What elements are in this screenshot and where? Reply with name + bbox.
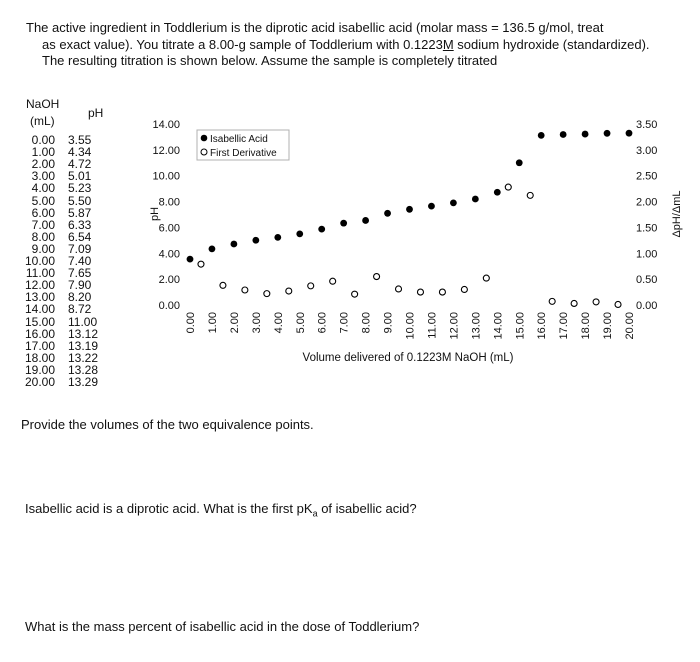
naoh-volume-cell: 13.00 — [24, 290, 55, 305]
ph-data-point — [209, 245, 216, 252]
ph-data-point — [472, 196, 479, 203]
ph-cell: 7.65 — [68, 266, 92, 281]
legend-label-first-derivative: First Derivative — [210, 148, 277, 159]
ph-cell: 8.20 — [68, 290, 92, 305]
derivative-data-point — [439, 289, 445, 295]
x-tick-label: 7.00 — [338, 312, 351, 334]
ph-data-point — [296, 230, 303, 237]
derivative-data-point — [461, 286, 467, 292]
ph-data-point — [340, 220, 347, 227]
x-tick-label: 20.00 — [624, 312, 636, 340]
x-tick-label: 18.00 — [580, 312, 593, 340]
naoh-volume-cell: 16.00 — [24, 326, 55, 341]
intro-line-2-b: sodium hydroxide (standardized). — [453, 36, 650, 52]
ph-cell: 13.22 — [68, 350, 99, 365]
naoh-volume-cell: 4.00 — [31, 181, 55, 196]
ph-cell: 7.90 — [68, 278, 92, 293]
y2-tick-label: 3.00 — [636, 144, 658, 157]
derivative-data-point — [286, 288, 292, 294]
question-first-pka-end: of isabellic acid? — [317, 501, 417, 516]
ph-cell: 13.12 — [68, 326, 99, 341]
ph-cell: 4.34 — [68, 145, 92, 160]
y-tick-label: 8.00 — [158, 196, 180, 209]
y2-tick-label: 3.50 — [636, 119, 658, 131]
naoh-volume-cell: 9.00 — [31, 241, 55, 256]
naoh-volume-cell: 14.00 — [24, 302, 55, 317]
ph-cell: 3.55 — [68, 133, 92, 147]
ph-data-point — [187, 256, 194, 263]
ph-data-point — [252, 237, 259, 244]
ph-data-point — [604, 130, 611, 137]
y2-tick-label: 1.50 — [636, 222, 658, 235]
derivative-data-point — [505, 184, 511, 190]
ph-header: pH — [88, 106, 104, 120]
y-tick-label: 14.00 — [152, 119, 180, 131]
derivative-data-point — [308, 283, 314, 289]
ph-cell: 11.00 — [68, 314, 98, 329]
ph-data-point — [560, 131, 567, 138]
ph-cell: 13.19 — [68, 338, 99, 353]
derivative-data-point — [571, 300, 577, 306]
ph-data-point — [274, 234, 281, 241]
y2-tick-label: 0.50 — [636, 274, 658, 287]
ph-data-point — [626, 130, 633, 137]
y-tick-label: 0.00 — [158, 300, 180, 312]
ph-cell: 4.72 — [68, 157, 92, 172]
x-tick-label: 16.00 — [536, 312, 549, 340]
ph-data-point — [582, 131, 589, 138]
x-tick-label: 10.00 — [404, 312, 417, 340]
question-first-pka-text: Isabellic acid is a diprotic acid. What is the first pK — [25, 501, 313, 516]
naoh-header: NaOH — [26, 97, 60, 111]
x-tick-label: 3.00 — [250, 312, 263, 334]
ph-data-point — [231, 241, 238, 248]
intro-line-3: The resulting titration is shown below. Assume the sample is completely titrated — [42, 53, 498, 68]
ph-data-point — [494, 189, 501, 196]
question-mass-percent: What is the mass percent of isabellic acid in the dose of Toddlerium? — [25, 619, 420, 634]
x-tick-label: 9.00 — [382, 312, 395, 334]
ph-cell: 5.87 — [68, 205, 92, 220]
ph-cell: 7.09 — [68, 241, 92, 256]
molarity-unit: M — [442, 36, 454, 52]
ph-cell: 6.33 — [68, 217, 92, 232]
x-axis-title: Volume delivered of 0.1223M NaOH (mL) — [302, 352, 514, 364]
derivative-data-point — [242, 287, 248, 293]
y-tick-label: 4.00 — [158, 248, 180, 261]
pka-subscript: a — [312, 508, 318, 519]
ph-data-point — [318, 226, 325, 233]
ph-data-point — [384, 210, 391, 217]
ph-cell: 5.23 — [68, 181, 92, 196]
x-tick-label: 11.00 — [426, 312, 439, 339]
ph-cell: 13.29 — [68, 375, 99, 389]
x-tick-label: 17.00 — [558, 312, 571, 340]
y-axis-title: pH — [149, 206, 161, 222]
x-tick-label: 13.00 — [470, 312, 483, 340]
x-tick-label: 0.00 — [185, 312, 197, 334]
derivative-data-point — [527, 192, 533, 198]
x-tick-label: 19.00 — [602, 312, 615, 340]
y2-axis-title: ΔpH/ΔmL — [671, 190, 683, 238]
x-tick-label: 1.00 — [206, 312, 219, 334]
derivative-data-point — [549, 298, 555, 304]
intro-line-1: The active ingredient in Toddlerium is the diprotic acid isabellic acid (molar mass = 136.5 g/mol, treat — [26, 20, 604, 35]
naoh-volume-cell: 7.00 — [31, 217, 55, 232]
naoh-volume-cell: 19.00 — [24, 362, 55, 377]
ph-cell: 13.28 — [68, 362, 99, 377]
x-tick-label: 15.00 — [514, 312, 527, 340]
naoh-volume-cell: 0.00 — [31, 133, 55, 147]
naoh-volume-cell: 18.00 — [24, 350, 55, 365]
y-tick-label: 6.00 — [158, 222, 180, 235]
x-tick-label: 4.00 — [272, 312, 285, 334]
x-tick-label: 14.00 — [492, 312, 505, 340]
question-equivalence-points: Provide the volumes of the two equivalence points. — [21, 417, 314, 432]
ph-data-point — [406, 206, 413, 213]
naoh-volume-cell: 10.00 — [24, 254, 55, 268]
naoh-volume-cell: 8.00 — [31, 229, 55, 244]
x-tick-label: 12.00 — [448, 312, 461, 340]
derivative-data-point — [396, 286, 402, 292]
y2-tick-label: 2.00 — [636, 196, 658, 209]
y-tick-label: 12.00 — [152, 144, 180, 157]
derivative-data-point — [593, 299, 599, 305]
x-tick-label: 2.00 — [228, 312, 241, 334]
y2-tick-label: 0.00 — [636, 300, 658, 312]
naoh-volume-cell: 1.00 — [31, 145, 55, 160]
naoh-volume-cell: 2.00 — [31, 157, 55, 172]
naoh-volume-cell: 5.00 — [31, 193, 55, 208]
derivative-data-point — [352, 291, 358, 297]
y2-tick-label: 1.00 — [636, 248, 658, 261]
naoh-volume-cell: 12.00 — [24, 278, 55, 293]
derivative-data-point — [220, 282, 226, 288]
legend-marker-isabellic-acid — [201, 135, 208, 142]
derivative-data-point — [198, 261, 204, 267]
derivative-data-point — [264, 291, 270, 297]
naoh-volume-cell: 6.00 — [31, 205, 55, 220]
x-tick-label: 6.00 — [316, 312, 329, 334]
ph-cell: 8.72 — [68, 302, 92, 317]
ph-cell: 5.50 — [68, 193, 92, 208]
derivative-data-point — [374, 274, 380, 280]
ph-cell: 5.01 — [68, 169, 92, 184]
ph-data-point — [428, 203, 435, 210]
derivative-data-point — [330, 278, 336, 284]
naoh-volume-cell: 3.00 — [31, 169, 55, 184]
x-tick-label: 5.00 — [294, 312, 307, 334]
question-first-pka — [25, 501, 417, 519]
y-tick-label: 10.00 — [152, 170, 180, 183]
ph-cell: 6.54 — [68, 229, 92, 244]
naoh-unit-header: (mL) — [30, 114, 55, 128]
x-tick-label: 8.00 — [360, 312, 373, 334]
ph-data-point — [450, 199, 457, 206]
intro-line-2-a: as exact value). You titrate a 8.00-g sample of Toddlerium with 0.1223 — [42, 36, 443, 52]
ph-data-point — [538, 132, 545, 139]
ph-cell: 7.40 — [68, 254, 92, 268]
ph-data-point — [362, 217, 369, 224]
naoh-volume-cell: 11.00 — [25, 266, 55, 281]
ph-data-point — [516, 159, 523, 166]
derivative-data-point — [615, 301, 621, 307]
derivative-data-point — [417, 289, 423, 295]
derivative-data-point — [483, 275, 489, 281]
y-tick-label: 2.00 — [158, 274, 180, 287]
y2-tick-label: 2.50 — [636, 170, 658, 183]
naoh-volume-cell: 15.00 — [24, 314, 55, 329]
legend-marker-first-derivative — [201, 149, 207, 155]
naoh-volume-cell: 17.00 — [24, 338, 55, 353]
legend-label-isabellic-acid: Isabellic Acid — [210, 134, 268, 145]
naoh-volume-cell: 20.00 — [24, 375, 55, 389]
